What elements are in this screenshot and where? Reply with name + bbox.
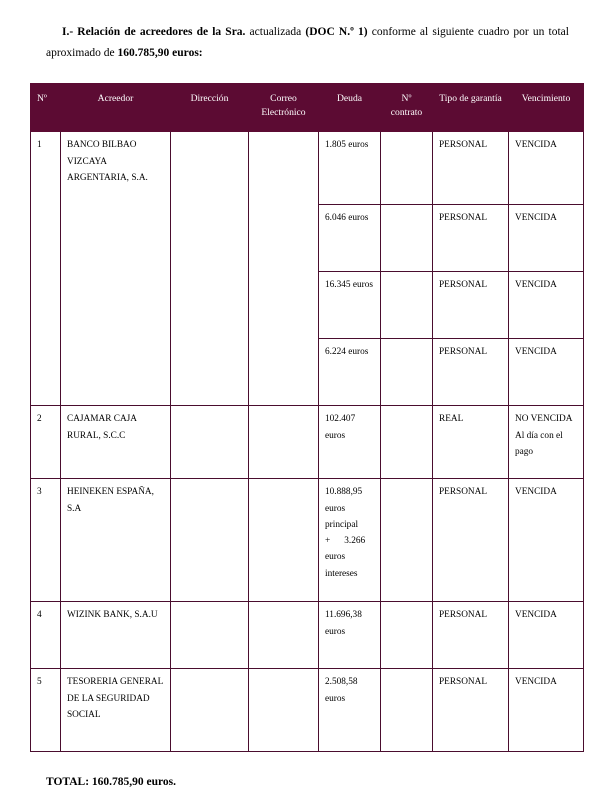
creditors-table bbox=[30, 83, 584, 753]
cell-contrato bbox=[381, 272, 433, 339]
intro-lead-bold: I.- Relación de acreedores de la Sra. bbox=[62, 26, 246, 38]
cell-deuda: 16.345 euros bbox=[319, 272, 381, 339]
cell-numero: 5 bbox=[31, 669, 61, 752]
column-header-correo: Correo Electrónico bbox=[249, 83, 319, 132]
cell-deuda: 2.508,58 euros bbox=[319, 669, 381, 752]
plus-sign: + bbox=[325, 536, 331, 547]
cell-deuda-intereses bbox=[325, 533, 374, 582]
cell-deuda-principal: 10.888,95 euros principal bbox=[325, 487, 363, 530]
column-header-deuda: Deuda bbox=[319, 83, 381, 132]
cell-contrato bbox=[381, 479, 433, 602]
cell-vencimiento: VENCIDA bbox=[509, 602, 584, 669]
cell-vencimiento: VENCIDA bbox=[509, 272, 584, 339]
cell-direccion bbox=[171, 669, 249, 752]
intro-total-amount: 160.785,90 euros: bbox=[117, 47, 203, 60]
intro-doc-reference: (DOC N.º 1) bbox=[305, 26, 368, 38]
cell-deuda-intereses-text: 3.266 euros intereses bbox=[325, 536, 366, 579]
cell-numero: 4 bbox=[31, 602, 61, 669]
cell-correo bbox=[249, 602, 319, 669]
cell-tipo-garantia: PERSONAL bbox=[433, 205, 509, 272]
cell-numero: 1 bbox=[31, 132, 61, 406]
cell-direccion bbox=[171, 406, 249, 479]
column-header-acreedor: Acreedor bbox=[61, 83, 171, 132]
cell-correo bbox=[249, 132, 319, 406]
cell-acreedor: CAJAMAR CAJA RURAL, S.C.C bbox=[61, 406, 171, 479]
cell-correo bbox=[249, 479, 319, 602]
cell-vencimiento: VENCIDA bbox=[509, 669, 584, 752]
cell-contrato bbox=[381, 339, 433, 406]
cell-contrato bbox=[381, 132, 433, 205]
intro-mid-normal: actualizada bbox=[245, 26, 306, 38]
table-row bbox=[31, 479, 584, 602]
cell-numero: 2 bbox=[31, 406, 61, 479]
cell-contrato bbox=[381, 602, 433, 669]
cell-numero: 3 bbox=[31, 479, 61, 602]
table-header-row bbox=[31, 83, 584, 132]
cell-vencimiento: VENCIDA bbox=[509, 479, 584, 602]
column-header-numero: Nº bbox=[31, 83, 61, 132]
cell-deuda: 11.696,38 euros bbox=[319, 602, 381, 669]
cell-direccion bbox=[171, 132, 249, 406]
column-header-tipo-garantia: Tipo de garantía bbox=[433, 83, 509, 132]
intro-after-doc: conforme al siguiente cuadro por un total aproximado de bbox=[46, 26, 569, 60]
intro-paragraph bbox=[30, 22, 571, 65]
table-row bbox=[31, 132, 584, 205]
cell-tipo-garantia: REAL bbox=[433, 406, 509, 479]
cell-direccion bbox=[171, 602, 249, 669]
cell-acreedor: BANCO BILBAO VIZCAYA ARGENTARIA, S.A. bbox=[61, 132, 171, 406]
cell-deuda: 6.046 euros bbox=[319, 205, 381, 272]
cell-correo bbox=[249, 669, 319, 752]
cell-direccion bbox=[171, 479, 249, 602]
table-row bbox=[31, 669, 584, 752]
cell-vencimiento: NO VENCIDA Al día con el pago bbox=[509, 406, 584, 479]
cell-acreedor: WIZINK BANK, S.A.U bbox=[61, 602, 171, 669]
cell-deuda: 1.805 euros bbox=[319, 132, 381, 205]
cell-tipo-garantia: PERSONAL bbox=[433, 132, 509, 205]
cell-tipo-garantia: PERSONAL bbox=[433, 479, 509, 602]
cell-contrato bbox=[381, 669, 433, 752]
cell-tipo-garantia: PERSONAL bbox=[433, 339, 509, 406]
table-row bbox=[31, 602, 584, 669]
column-header-vencimiento: Vencimiento bbox=[509, 83, 584, 132]
cell-deuda bbox=[319, 479, 381, 602]
cell-contrato bbox=[381, 406, 433, 479]
cell-vencimiento: VENCIDA bbox=[509, 339, 584, 406]
cell-tipo-garantia: PERSONAL bbox=[433, 272, 509, 339]
cell-acreedor: HEINEKEN ESPAÑA, S.A bbox=[61, 479, 171, 602]
cell-acreedor: TESORERIA GENERAL DE LA SEGURIDAD SOCIAL bbox=[61, 669, 171, 752]
cell-tipo-garantia: PERSONAL bbox=[433, 669, 509, 752]
table-row bbox=[31, 406, 584, 479]
cell-contrato bbox=[381, 205, 433, 272]
cell-deuda: 6.224 euros bbox=[319, 339, 381, 406]
cell-vencimiento: VENCIDA bbox=[509, 132, 584, 205]
cell-tipo-garantia: PERSONAL bbox=[433, 602, 509, 669]
column-header-contrato: Nº contrato bbox=[381, 83, 433, 132]
cell-vencimiento: VENCIDA bbox=[509, 205, 584, 272]
cell-correo bbox=[249, 406, 319, 479]
cell-deuda: 102.407 euros bbox=[319, 406, 381, 479]
column-header-direccion: Dirección bbox=[171, 83, 249, 132]
total-line: TOTAL: 160.785,90 euros. bbox=[46, 776, 177, 788]
